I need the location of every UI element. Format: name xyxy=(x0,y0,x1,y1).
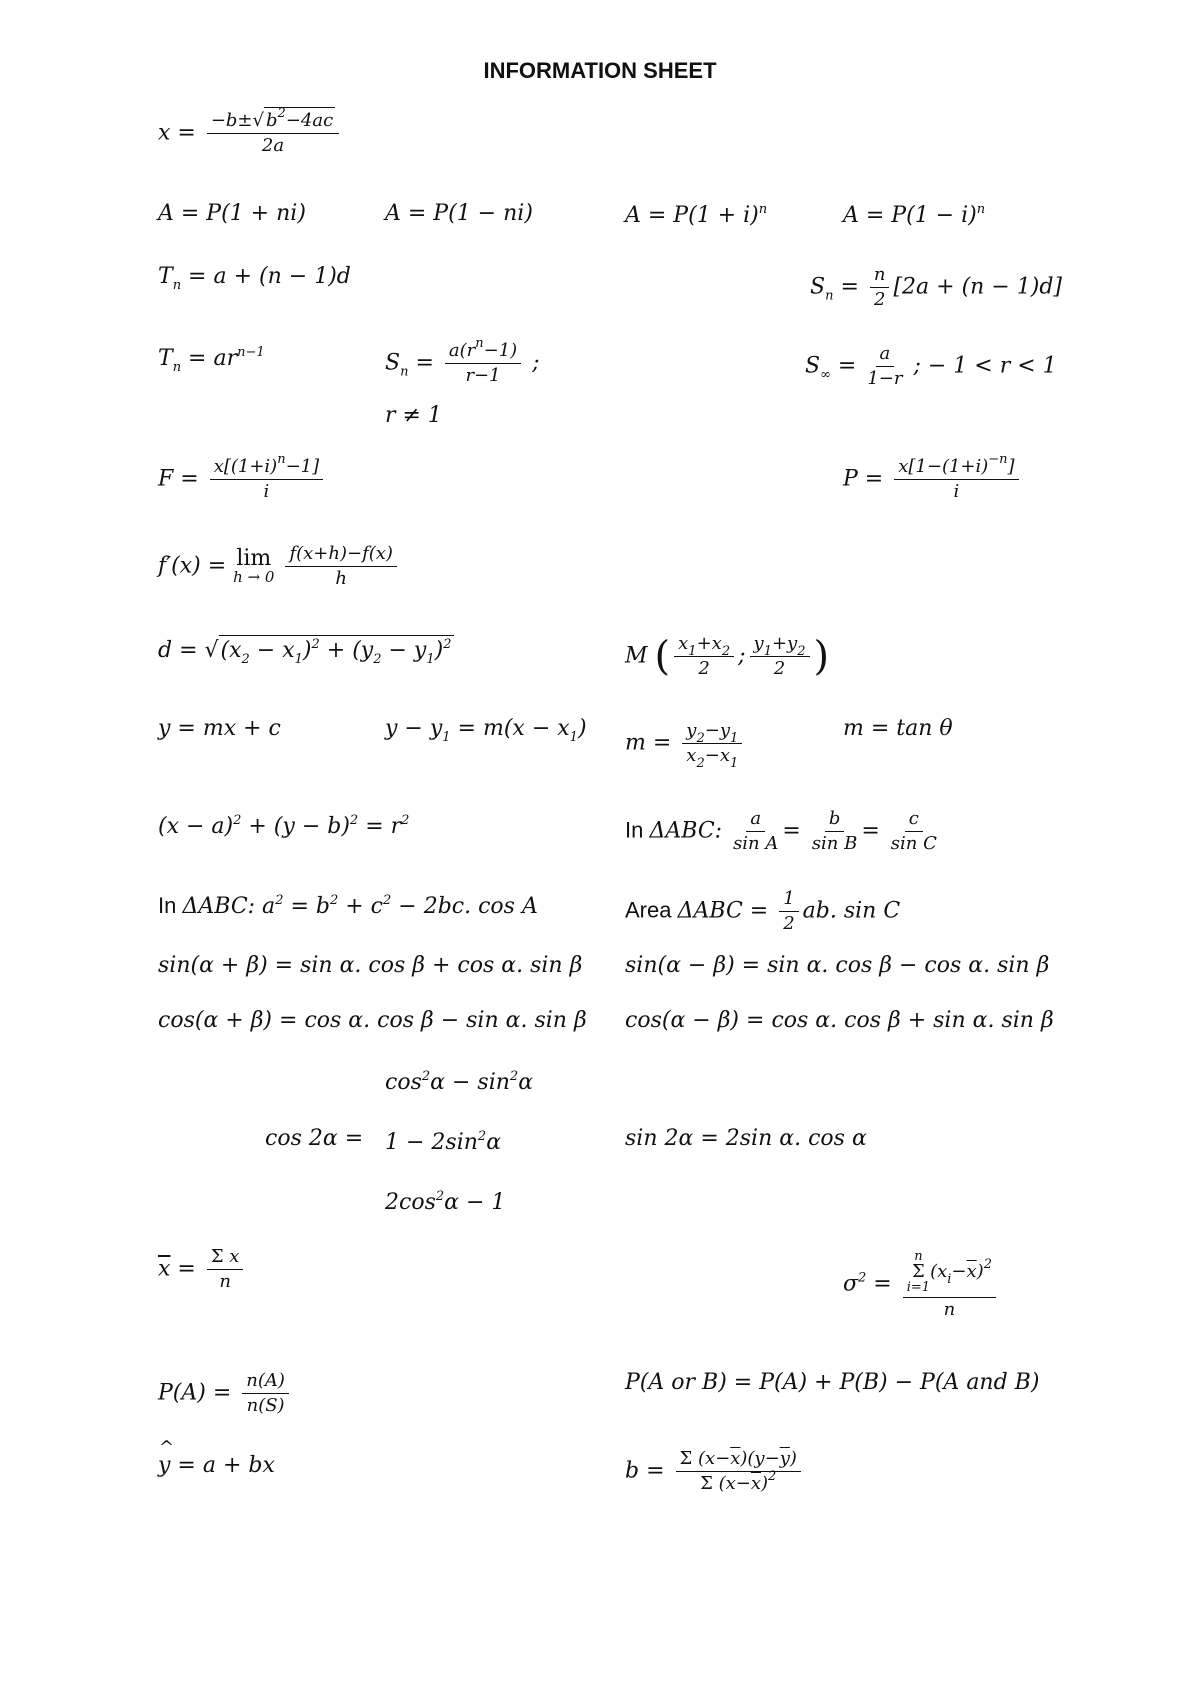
arithmetic-term-formula: $T_n = a + (n - 1)d$ xyxy=(158,264,351,293)
regression-slope-formula: b = $\frac{\Sigma (x-\overline{x})(y-\overline{y})}{\Sigma (x-\overline{x})^2}$ xyxy=(625,1450,805,1493)
compound-depreciation-formula: $A = P(1 - i)^n$ xyxy=(843,202,986,228)
probability-formula: P(A) = $\frac{n(A)}{n(S)}$ xyxy=(158,1372,293,1415)
point-slope-equation: $y - y_1 = m(x - x_1)$ xyxy=(385,716,587,745)
geometric-sum-condition: r ≠ 1 xyxy=(385,403,442,428)
future-value-formula: F = $\frac{x[(1+i)^n-1]}{i}$ xyxy=(158,458,327,501)
geometric-infinite-sum-formula: $S_\infty$ = $\frac{a}{1-r}$ ; − 1 < r < 1 xyxy=(805,343,1057,389)
mean-formula: $\overline{x}$ = $\frac{\text{Σ x}}{n}$ xyxy=(158,1248,247,1291)
sin-double-angle-identity: sin 2α = 2sin α. cos α xyxy=(625,1126,867,1151)
gradient-formula: m = $\frac{y_2-y_1}{x_2-x_1}$ xyxy=(625,722,746,765)
cosine-rule: In ΔABC: $a^2 = b^2 + c^2 - 2bc$. cos A xyxy=(158,893,538,919)
cos-double-angle-form-2: $1 - 2\sin^2\alpha$ xyxy=(385,1129,502,1155)
cos-double-angle-form-1: $\cos^2\alpha - \sin^2\alpha$ xyxy=(385,1069,534,1095)
cos-double-angle-label: cos 2α = xyxy=(265,1126,364,1151)
line-equation: y = mx + c xyxy=(158,716,281,741)
addition-rule: P(A or B) = P(A) + P(B) − P(A and B) xyxy=(625,1370,1040,1395)
limit-label: lim xyxy=(236,546,272,571)
present-value-formula: P = $\frac{x[1-(1+i)^{-n}]}{i}$ xyxy=(843,458,1023,501)
triangle-area-formula: Area ΔABC = $\frac{1}{2}$ ab. sin C xyxy=(625,888,901,934)
sin-sum-identity: sin(α + β) = sin α. cos β + cos α. sin β xyxy=(158,953,583,978)
arithmetic-sum-formula: $S_n$ = $\frac{n}{2}$ [2a + (n − 1)d] xyxy=(810,264,1063,310)
distance-formula: $d = √(x_2 - x_1)^2 + (y_2 - y_1)^2$ xyxy=(158,637,452,667)
quadratic-formula: x = $\frac{-b\pm√ b^2-4ac}{2a}$ xyxy=(158,112,343,155)
page-title: INFORMATION SHEET xyxy=(483,58,717,83)
cos-difference-identity: cos(α − β) = cos α. cos β + sin α. sin β xyxy=(625,1008,1054,1033)
midpoint-formula: M ( $\frac{x_1+x_2}{2}$ ; $\frac{y_1+y_2}{2}$ ) xyxy=(625,633,830,680)
sine-rule: In ΔABC: $\frac{a}{\text{sin A}}$ = $\frac{b}{\text{sin B}}$ = $\frac{c}{\text{sin C}}$ xyxy=(625,808,937,854)
geometric-term-formula: $T_n = ar^{n-1}$ xyxy=(158,345,265,375)
cos-sum-identity: cos(α + β) = cos α. cos β − sin α. sin β xyxy=(158,1008,587,1033)
sin-difference-identity: sin(α − β) = sin α. cos β − cos α. sin β xyxy=(625,953,1050,978)
variance-formula: $\sigma^2$ = n Σ i=1 $(x_i-\overline{x})^2$ n xyxy=(843,1250,1000,1319)
limit-subscript: h → 0 xyxy=(233,568,275,586)
regression-line: y ^ = a + bx xyxy=(158,1437,275,1478)
simple-depreciation-formula: A = P(1 − ni) xyxy=(385,201,533,226)
simple-interest-formula: A = P(1 + ni) xyxy=(158,201,306,226)
derivative-definition: f′(x) = lim h → 0 $\frac{f(x+h)-f(x)}{h}$ xyxy=(158,545,401,588)
gradient-tan-formula: m = tan θ xyxy=(843,716,953,741)
compound-interest-formula: $A = P(1 + i)^n$ xyxy=(625,202,768,228)
circle-equation: $(x - a)^2 + (y - b)^2 = r^2$ xyxy=(158,813,410,839)
geometric-sum-formula: $S_n$ = $\frac{a(r^n-1)}{r-1}$ ; xyxy=(385,336,540,386)
cos-double-angle-form-3: $2\cos^2\alpha - 1$ xyxy=(385,1189,506,1215)
